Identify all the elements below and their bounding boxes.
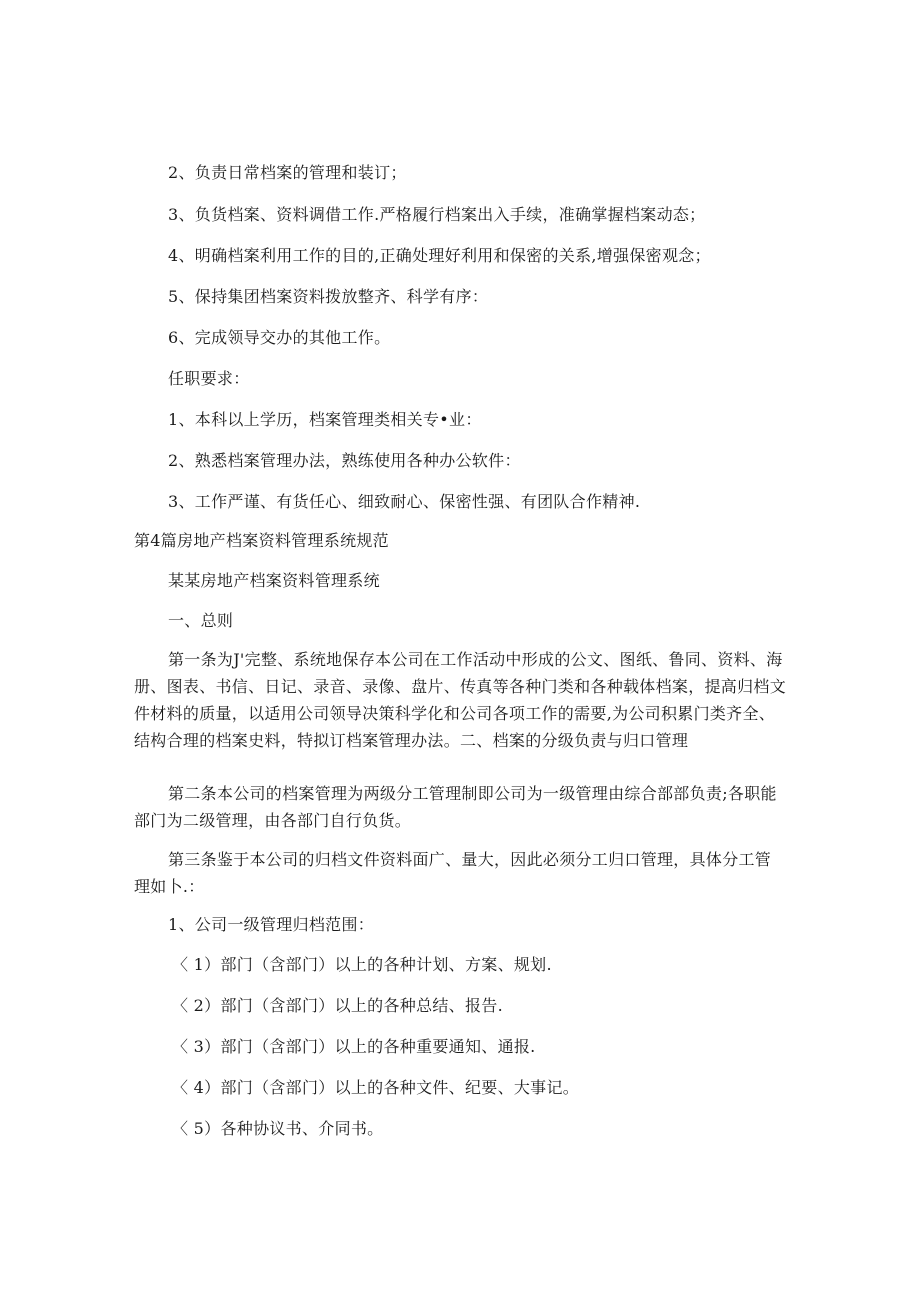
scope-item-1: 〈 1）部门（含部门）以上的各种计划、方案、规划. <box>172 955 552 974</box>
scope-item-2: 〈 2）部门（含部门）以上的各种总结、报告. <box>172 996 503 1015</box>
duty-item-4: 4、明确档案利用工作的目的,正确处理好利用和保密的关系,增强保密观念； <box>168 246 711 265</box>
scope-item-5: 〈 5）各种协议书、介同书。 <box>172 1119 384 1138</box>
duty-item-2: 2、负责日常档案的管理和装订； <box>168 163 407 182</box>
requirement-item-2: 2、熟悉档案管理办法，熟练使用各种办公软件： <box>168 451 521 470</box>
requirements-heading: 任职要求： <box>168 369 250 388</box>
article-3: 第三条鉴于本公司的归档文件资料面广、量大，因此必须分工归口管理，具体分工管理如卜.： <box>134 850 772 896</box>
duty-item-3: 3、负货档案、资料调借工作.严格履行档案出入手续，准确掌握档案动态； <box>168 205 706 224</box>
chapter-title: 第4篇房地产档案资料管理系统规范 <box>134 531 389 550</box>
system-title: 某某房地产档案资料管理系统 <box>168 571 380 590</box>
duty-item-5: 5、保持集团档案资料拨放整齐、科学有序： <box>168 287 489 306</box>
duty-item-6: 6、完成领导交办的其他工作。 <box>168 328 391 347</box>
section-general: 一、总则 <box>168 611 234 630</box>
article-2: 第二条本公司的档案管理为两级分工管理制即公司为一级管理由综合部部负责;各职能部门为二级管理，由各部门自行负货。 <box>134 784 777 830</box>
scope-item-3: 〈 3）部门（含部门）以上的各种重要通知、通报. <box>172 1037 536 1056</box>
requirement-item-1: 1、本科以上学历，档案管理类相关专•业： <box>168 410 482 429</box>
scope-item-4: 〈 4）部门（含部门）以上的各种文件、纪要、大事记。 <box>172 1078 580 1097</box>
requirement-item-3: 3、工作严谨、有货任心、细致耐心、保密性强、有团队合作精神. <box>168 492 641 511</box>
scope-heading: 1、公司一级管理归档范围： <box>168 915 375 934</box>
article-1: 第一条为J'完整、系统地保存本公司在工作活动中形成的公文、图纸、鲁同、资料、海册、图表、书信、日记、录音、录像、盘片、传真等各种门类和各种载体档案，提高归档文件材料的质量，以适用公司领导决策科学化和公司各项工作的需要,为公司积累门类齐全、结构合理的档案史料，特拟订档案管理办法。二、档案的分级负责与归口管理 <box>134 650 787 750</box>
